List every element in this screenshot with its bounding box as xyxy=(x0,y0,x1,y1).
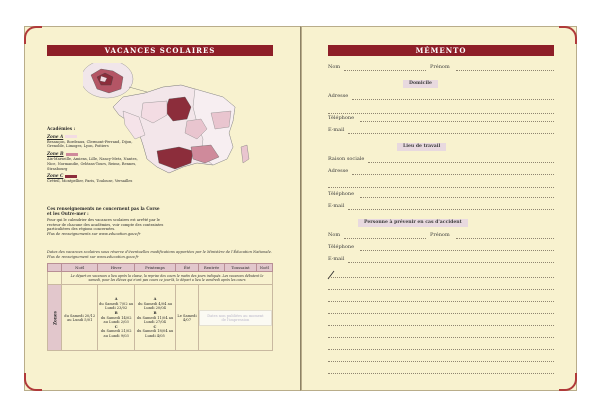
zone-b-title: Zone B xyxy=(47,152,143,157)
accident-section: Personne à prévenir en cas d'accident xyxy=(358,219,468,227)
academies-list xyxy=(47,127,143,184)
prenom-label: Prénom xyxy=(430,64,450,70)
urgence-email-field[interactable] xyxy=(348,262,554,263)
prenom-field[interactable] xyxy=(456,70,554,71)
vacances-table xyxy=(47,263,273,351)
urgence-telephone-field[interactable] xyxy=(360,250,554,251)
header-noel: Noël xyxy=(62,264,98,272)
corse-note xyxy=(47,207,165,237)
telephone-label: Téléphone xyxy=(328,115,355,121)
cell-later-dates xyxy=(198,285,272,351)
header-printemps: Printemps xyxy=(134,264,175,272)
adresse-label: Adresse xyxy=(328,93,349,99)
printemps-zone-c-dates: du Samedi 18/04 au Lundi 4/05 xyxy=(136,329,174,338)
notes-line[interactable] xyxy=(328,373,554,374)
printemps-zone-a-dates: du Samedi 4/04 au Lundi 20/04 xyxy=(137,301,173,311)
academies-title: Académies : xyxy=(47,126,76,131)
lieu-travail-section: Lieu de travail xyxy=(397,143,446,151)
printemps-zone-c-label: C xyxy=(153,324,157,329)
telephone-travail-field[interactable] xyxy=(360,197,554,198)
pen-icon xyxy=(326,270,336,280)
notes-line[interactable] xyxy=(328,337,554,338)
printemps-zone-a-label: A xyxy=(153,297,157,302)
right-page xyxy=(301,26,577,391)
corner-decoration xyxy=(559,26,577,44)
urgence-telephone-row xyxy=(328,241,554,253)
telephone-field[interactable] xyxy=(360,121,554,122)
cell-hiver xyxy=(98,285,134,351)
header-ete: Été xyxy=(176,264,199,272)
telephone-travail-row xyxy=(328,188,554,200)
corner-decoration xyxy=(559,373,577,391)
telephone-travail-label: Téléphone xyxy=(328,191,355,197)
corse-note-body: Pour qui le calendrier des vacances scolaires est arrêté par le recteur de chacune des académies, voir compte des contraintes particulières des régions concernées. xyxy=(47,218,164,232)
zone-c-list: Créteil, Montpellier, Paris, Toulouse, Versailles xyxy=(47,179,133,184)
left-page xyxy=(24,26,301,391)
table-info-row xyxy=(48,272,273,285)
notes-line[interactable] xyxy=(328,313,554,314)
adresse-travail-row xyxy=(328,165,554,177)
urgence-nom-field[interactable] xyxy=(344,238,426,239)
header-hiver: Hiver xyxy=(98,264,134,272)
adresse-travail-field[interactable] xyxy=(352,174,554,175)
urgence-telephone-label: Téléphone xyxy=(328,244,355,250)
header-noel-2: Noël xyxy=(256,264,272,272)
zone-b-swatch xyxy=(66,153,78,156)
corner-decoration xyxy=(24,373,42,391)
header-toussaint: Toussaint xyxy=(225,264,256,272)
notes-line[interactable] xyxy=(328,349,554,350)
hiver-zone-b-dates: du Samedi 14/02 au Lundi 2/03 xyxy=(100,315,132,325)
printemps-zone-b-dates: du Samedi 11/04 au Lundi 27/04 xyxy=(136,315,174,325)
urgence-prenom-field[interactable] xyxy=(456,238,554,239)
cell-ete: Le Samedi 4/07 xyxy=(176,285,199,351)
raison-sociale-field[interactable] xyxy=(368,162,554,163)
raison-sociale-row xyxy=(328,153,554,165)
zone-b-list: Aix-Marseille, Amiens, Lille, Nancy-Metz, Nantes, Nice, Normandie, Orléans-Tours, Reims, Rennes, Strasbourg xyxy=(47,156,138,171)
corse-note-link: Plus de renseignements sur www.education.gouv.fr xyxy=(47,231,141,236)
table-header-spacer xyxy=(48,264,62,272)
nom-field[interactable] xyxy=(344,70,426,71)
later-dates-note: Dates non publiées au moment de l'impression xyxy=(199,310,272,326)
hiver-zone-a-label: A xyxy=(114,297,118,302)
hiver-zone-c-dates: du Samedi 21/02 au Lundi 9/03 xyxy=(100,329,132,338)
adresse-travail-label: Adresse xyxy=(328,168,349,174)
notes-line[interactable] xyxy=(328,325,554,326)
zone-a-swatch xyxy=(65,135,77,138)
adresse-field[interactable] xyxy=(352,99,554,100)
notes-line[interactable] xyxy=(328,289,554,290)
notes-line[interactable] xyxy=(328,301,554,302)
email-travail-row xyxy=(328,200,554,212)
email-travail-label: E-mail xyxy=(328,203,345,209)
hiver-zone-b-label: B xyxy=(114,311,118,316)
urgence-email-label: E-mail xyxy=(328,256,345,262)
zone-a-title: Zone A xyxy=(47,135,143,140)
corse-note-title: Ces renseignements ne concernent pas la Corse et les Outre-mer : xyxy=(47,206,160,216)
hiver-zone-c-label: C xyxy=(114,324,118,329)
table-zones-row xyxy=(48,285,273,351)
table-header-row xyxy=(48,264,273,272)
urgence-email-row xyxy=(328,253,554,265)
dates-disclaimer: Dates des vacances scolaires sous réserve d'éventuelles modifications apportées par le Ministère de l'Éducation Nationale. Plus de renseignement sur www.education.gouv.fr xyxy=(47,250,272,259)
zone-c-title: Zone C xyxy=(47,174,143,179)
nom-row xyxy=(328,61,554,73)
notes-line[interactable] xyxy=(328,361,554,362)
urgence-nom-label: Nom xyxy=(328,232,341,238)
raison-sociale-label: Raison sociale xyxy=(328,156,365,162)
zones-label: Zones xyxy=(48,285,62,351)
zone-a-list: Besançon, Bordeaux, Clermont-Ferrand, Dijon, Grenoble, Limoges, Lyon, Poitiers xyxy=(47,139,133,149)
email-row xyxy=(328,124,554,136)
memento-banner: MÉMENTO xyxy=(328,45,554,56)
nom-label: Nom xyxy=(328,64,341,70)
zone-c-swatch xyxy=(65,175,77,178)
email-travail-field[interactable] xyxy=(348,209,554,210)
vacances-banner: VACANCES SCOLAIRES xyxy=(47,45,273,56)
table-info-text: Le départ en vacances a lieu après la classe, la reprise des cours le matin des jours indiqués. Les vacances débutent le samedi, pour les élèves qui n'ont pas cours ce jour-là, le départ a lieu le vendredi après les cours xyxy=(62,272,273,285)
domicile-section: Domicile xyxy=(403,80,438,88)
email-field[interactable] xyxy=(348,133,554,134)
hiver-zone-a-dates: du Samedi 7/02 au Lundi 23/02 xyxy=(99,301,134,311)
printemps-zone-b-label: B xyxy=(153,311,157,316)
adresse-row xyxy=(328,90,554,102)
cell-noel: du Samedi 20/12 au Lundi 5/01 xyxy=(62,285,98,351)
telephone-row xyxy=(328,112,554,124)
cell-printemps xyxy=(134,285,175,351)
table-info-spacer xyxy=(48,272,62,285)
corner-decoration xyxy=(24,26,42,44)
notes-line[interactable] xyxy=(328,277,554,278)
email-label: E-mail xyxy=(328,127,345,133)
urgence-prenom-label: Prénom xyxy=(430,232,450,238)
urgence-nom-row xyxy=(328,229,554,241)
header-rentree: Rentrée xyxy=(198,264,225,272)
